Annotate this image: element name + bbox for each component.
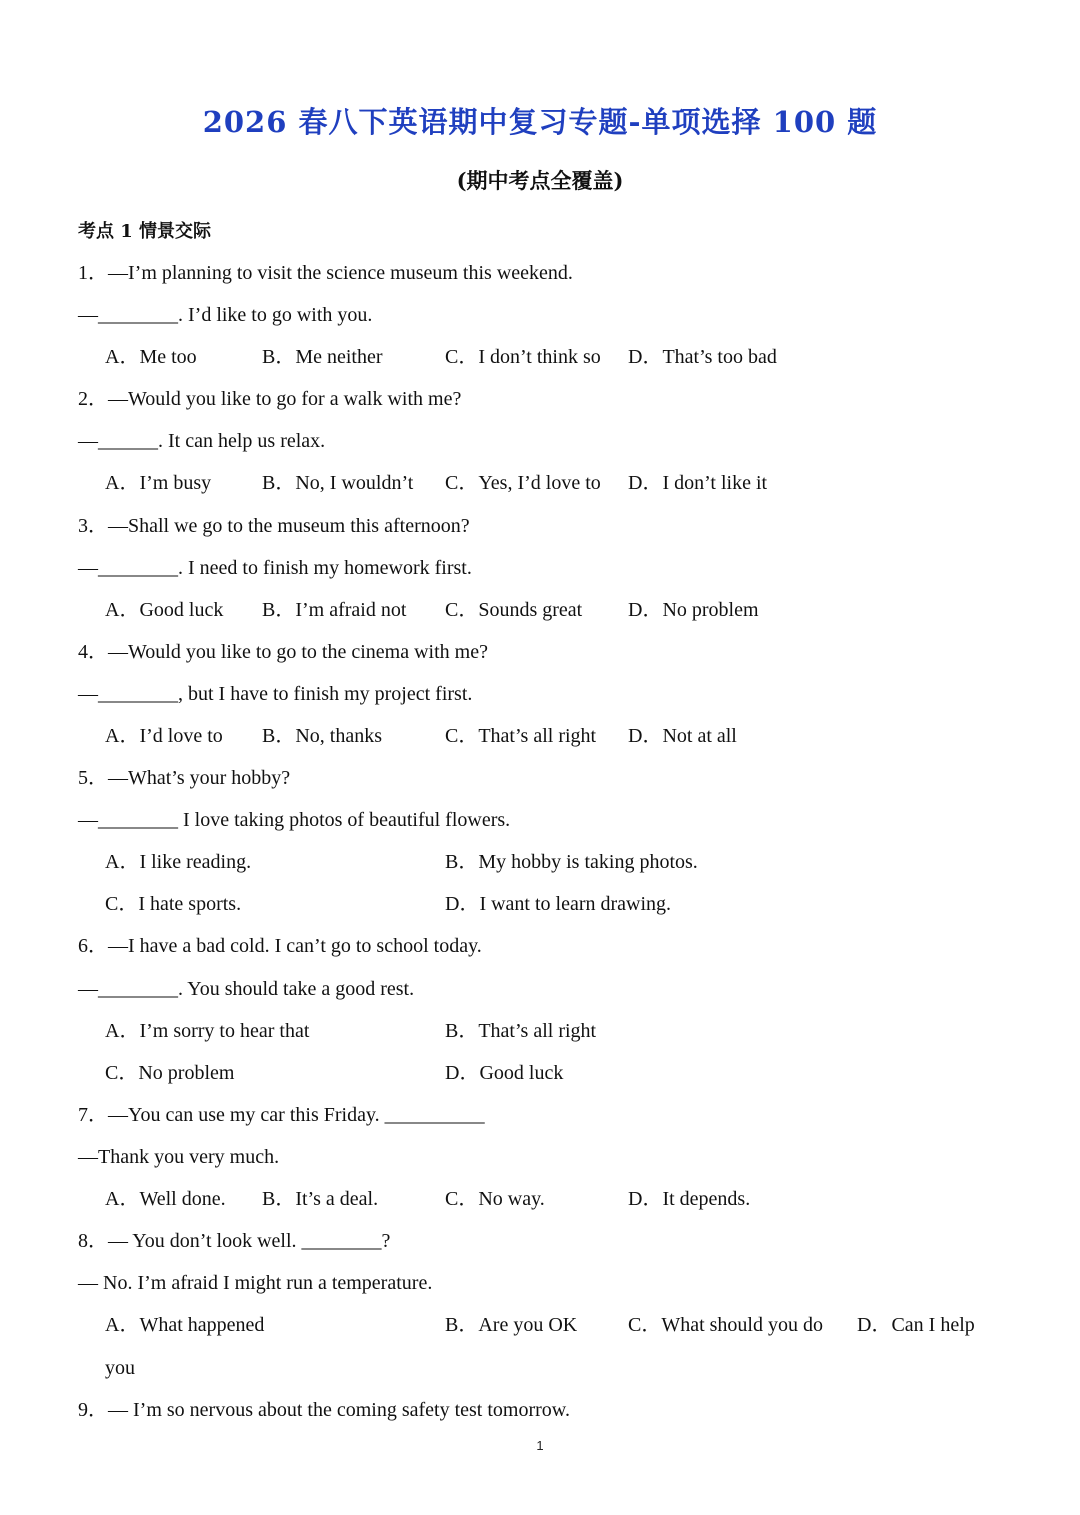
question-5-prompt: 5．—What’s your hobby? [78,767,291,789]
question-2-reply: —______. It can help us relax. [78,430,326,452]
section-heading: 考点 1 情景交际 [78,221,212,242]
question-9-prompt: 9．— I’m so nervous about the coming safety test tomorrow. [78,1399,570,1421]
question-6-options-row-2 [0,1060,1080,1086]
option-d: D．That’s too bad [628,346,777,368]
option-c: C．Yes, I’d love to [445,472,601,494]
option-d: D．It depends. [628,1188,751,1210]
option-d: D．Can I help [857,1314,975,1336]
option-c: C．What should you do [628,1314,823,1336]
option-c: C．I don’t think so [445,346,601,368]
question-6-options-row-1 [0,1018,1080,1044]
question-5-reply: —________ I love taking photos of beautiful flowers. [78,809,511,831]
question-6-reply: —________. You should take a good rest. [78,978,415,1000]
question-4-reply: —________, but I have to finish my project first. [78,683,473,705]
option-a: A．Well done. [105,1188,226,1210]
question-8-prompt: 8．— You don’t look well. ________? [78,1230,391,1252]
question-4-prompt: 4．—Would you like to go to the cinema with me? [78,641,488,663]
question-4-options [0,723,1080,749]
option-d: D．I want to learn drawing. [445,893,672,915]
question-1-reply: —________. I’d like to go with you. [78,304,373,326]
option-b: B．Me neither [262,346,383,368]
question-7-options [0,1186,1080,1212]
question-8-options [0,1312,1080,1338]
question-3-prompt: 3．—Shall we go to the museum this afternoon? [78,515,470,537]
option-d: D．No problem [628,599,759,621]
question-6-prompt: 6．—I have a bad cold. I can’t go to school today. [78,935,482,957]
document-title: 2026 春八下英语期中复习专题-单项选择 100 题 [202,105,878,139]
question-1-prompt: 1．—I’m planning to visit the science museum this weekend. [78,262,573,284]
question-7-reply: —Thank you very much. [78,1146,280,1168]
question-3-reply: —________. I need to finish my homework first. [78,557,472,579]
option-c: C．No problem [105,1062,235,1084]
option-a: A．I’d love to [105,725,223,747]
option-b: B．No, I wouldn’t [262,472,414,494]
option-b: B．No, thanks [262,725,382,747]
option-b: B．I’m afraid not [262,599,407,621]
option-b: B．Are you OK [445,1314,578,1336]
option-a: A．Me too [105,346,197,368]
page-number: 1 [536,1438,544,1453]
option-c: C．I hate sports. [105,893,242,915]
option-b: B．My hobby is taking photos. [445,851,698,873]
option-b: B．That’s all right [445,1020,597,1042]
question-2-prompt: 2．—Would you like to go for a walk with me? [78,388,462,410]
question-3-options [0,597,1080,623]
document-subtitle: (期中考点全覆盖) [456,168,624,193]
question-8-options-continuation [0,1355,1080,1381]
question-2-options [0,470,1080,496]
question-5-options-row-2 [0,891,1080,917]
option-b: B．It’s a deal. [262,1188,379,1210]
option-d: D．I don’t like it [628,472,768,494]
option-a: A．What happened [105,1314,265,1336]
option-c: C．No way. [445,1188,545,1210]
option-d-continuation: you [105,1357,135,1379]
option-a: A．I’m sorry to hear that [105,1020,310,1042]
option-d: D．Good luck [445,1062,564,1084]
question-8-reply: — No. I’m afraid I might run a temperature. [78,1272,433,1294]
question-7-prompt: 7．—You can use my car this Friday. __________ [78,1104,485,1126]
option-c: C．That’s all right [445,725,597,747]
question-1-options [0,344,1080,370]
question-5-options-row-1 [0,849,1080,875]
option-d: D．Not at all [628,725,737,747]
option-a: A．I’m busy [105,472,212,494]
option-a: A．I like reading. [105,851,252,873]
option-a: A．Good luck [105,599,224,621]
option-c: C．Sounds great [445,599,583,621]
